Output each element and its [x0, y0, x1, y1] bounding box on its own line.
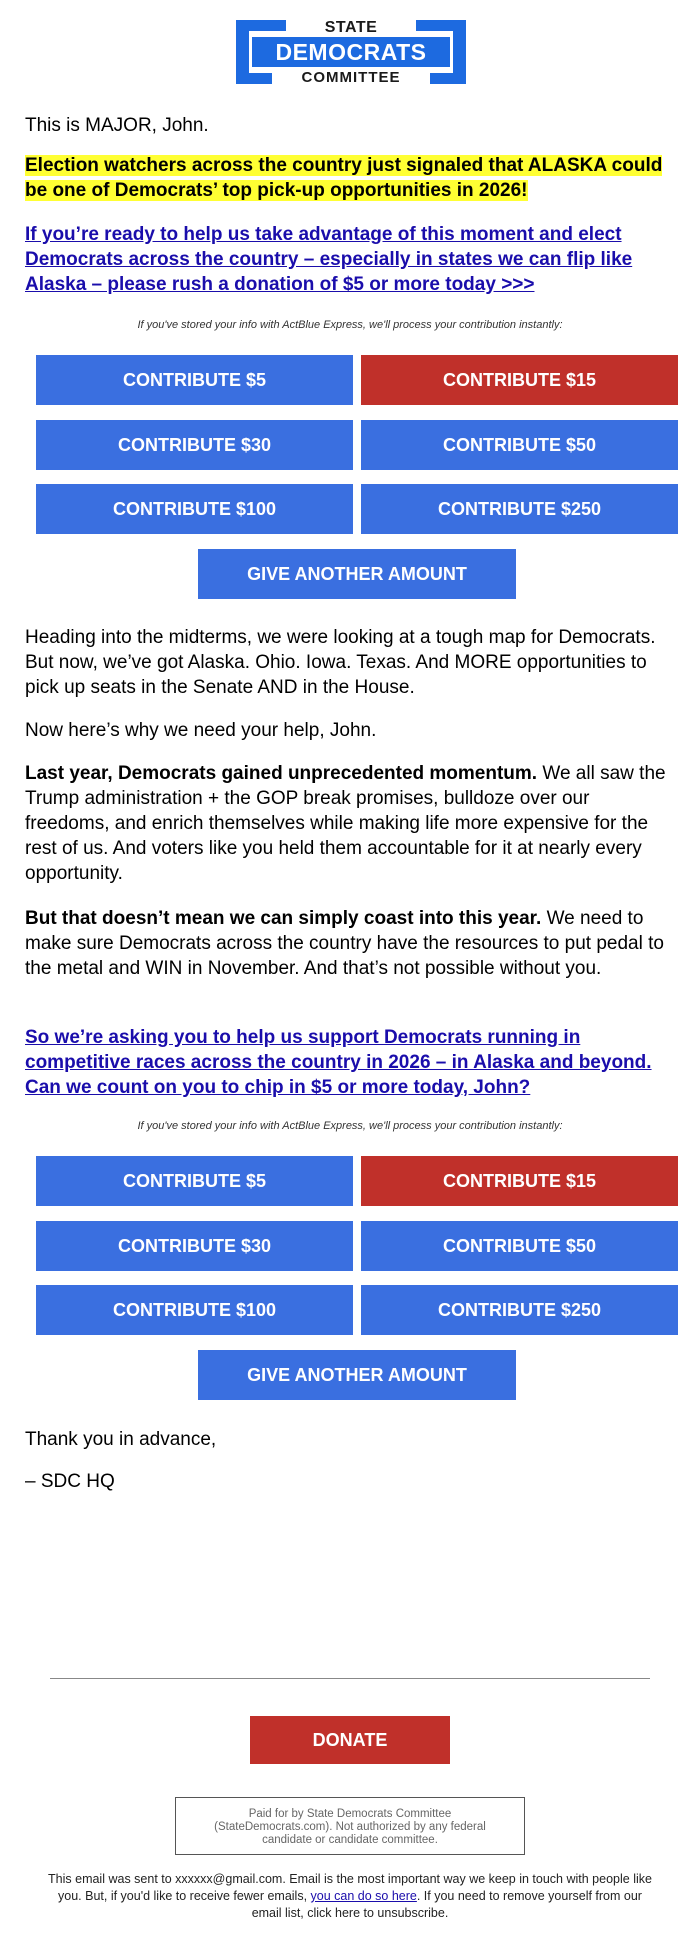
- paid-for-disclaimer: Paid for by State Democrats Committee (StateDemocrats.com). Not authorized by any federal candidate or candidate committee.: [175, 1797, 525, 1855]
- footer-part2: . Email is the most important way we keep in touch with people like you. But, if you'd like to receive fewer emails,: [58, 1872, 652, 1903]
- contribute-15-button[interactable]: CONTRIBUTE $15: [361, 355, 678, 405]
- contribute-5-button[interactable]: CONTRIBUTE $5: [36, 1156, 353, 1206]
- recipient-email: xxxxxx@gmail.com: [175, 1872, 283, 1886]
- give-another-amount-button[interactable]: GIVE ANOTHER AMOUNT: [198, 549, 516, 599]
- cta-paragraph-2: [25, 1025, 675, 1100]
- highlight-text: Election watchers across the country just signaled that ALASKA could be one of Democrats’ top pick-up opportunities in 2026!: [25, 155, 663, 201]
- last-year-rest: We all saw the Trump administration + the GOP break promises, bulldoze over our freedoms, and enrich themselves while making life more expensive for the rest of us. And voters like you held them accountable for it at nearly every opportunity.: [25, 763, 666, 884]
- logo-committee-text: COMMITTEE: [301, 69, 401, 86]
- thanks-text: Thank you in advance,: [25, 1429, 217, 1450]
- contribute-100-button[interactable]: CONTRIBUTE $100: [36, 484, 353, 534]
- contribute-250-button[interactable]: CONTRIBUTE $250: [361, 1285, 678, 1335]
- footer-text: [45, 1871, 655, 1922]
- why-paragraph: Now here’s why we need your help, John.: [25, 720, 377, 741]
- coast-rest: We need to make sure Democrats across the country have the resources to put pedal to the metal and WIN in November. And that’s not possible without you.: [25, 908, 664, 979]
- contribute-50-button[interactable]: CONTRIBUTE $50: [361, 1221, 678, 1271]
- give-another-amount-button[interactable]: GIVE ANOTHER AMOUNT: [198, 1350, 516, 1400]
- footer-part3: . If you need to remove yourself from our email list, click here to unsubscribe.: [251, 1889, 642, 1920]
- coast-bold: But that doesn’t mean we can simply coast into this year.: [25, 908, 542, 929]
- donate-button[interactable]: DONATE: [250, 1716, 450, 1764]
- contribute-100-button[interactable]: CONTRIBUTE $100: [36, 1285, 353, 1335]
- last-year-bold: Last year, Democrats gained unprecedented momentum.: [25, 763, 538, 784]
- greeting: This is MAJOR, John.: [25, 115, 209, 136]
- coast-paragraph: [25, 906, 675, 981]
- highlight-paragraph: [25, 153, 675, 203]
- contribute-30-button[interactable]: CONTRIBUTE $30: [36, 1221, 353, 1271]
- logo-state-text: STATE: [324, 19, 378, 36]
- contribute-5-button[interactable]: CONTRIBUTE $5: [36, 355, 353, 405]
- sdc-logo[interactable]: [236, 20, 466, 84]
- last-year-paragraph: [25, 761, 675, 886]
- actblue-note-1: If you've stored your info with ActBlue Express, we'll process your contribution instantly:: [137, 319, 563, 331]
- footer-divider: [50, 1678, 650, 1679]
- midterms-paragraph: Heading into the midterms, we were looking at a tough map for Democrats. But now, we’ve got Alaska. Ohio. Iowa. Texas. And MORE opportunities to pick up seats in the Senate AND in the House.: [25, 627, 656, 698]
- contribute-50-button[interactable]: CONTRIBUTE $50: [361, 420, 678, 470]
- signoff-text: – SDC HQ: [25, 1471, 115, 1492]
- fewer-emails-link[interactable]: you can do so here: [310, 1889, 417, 1903]
- contribute-30-button[interactable]: CONTRIBUTE $30: [36, 420, 353, 470]
- logo-democrats-text: DEMOCRATS: [252, 37, 450, 67]
- donation-link-2[interactable]: So we’re asking you to help us support Democrats running in competitive races across the country in 2026 – in Alaska and beyond. Can we count on you to chip in $5 or more today, John?: [25, 1027, 652, 1098]
- footer-part1: This email was sent to: [48, 1872, 176, 1886]
- contribute-250-button[interactable]: CONTRIBUTE $250: [361, 484, 678, 534]
- contribute-15-button[interactable]: CONTRIBUTE $15: [361, 1156, 678, 1206]
- actblue-note-2: If you've stored your info with ActBlue Express, we'll process your contribution instantly:: [137, 1120, 563, 1132]
- donation-link-1[interactable]: If you’re ready to help us take advantage of this moment and elect Democrats across the country – especially in states we can flip like Alaska – please rush a donation of $5 or more today >>>: [25, 224, 633, 295]
- cta-paragraph-1: [25, 222, 675, 297]
